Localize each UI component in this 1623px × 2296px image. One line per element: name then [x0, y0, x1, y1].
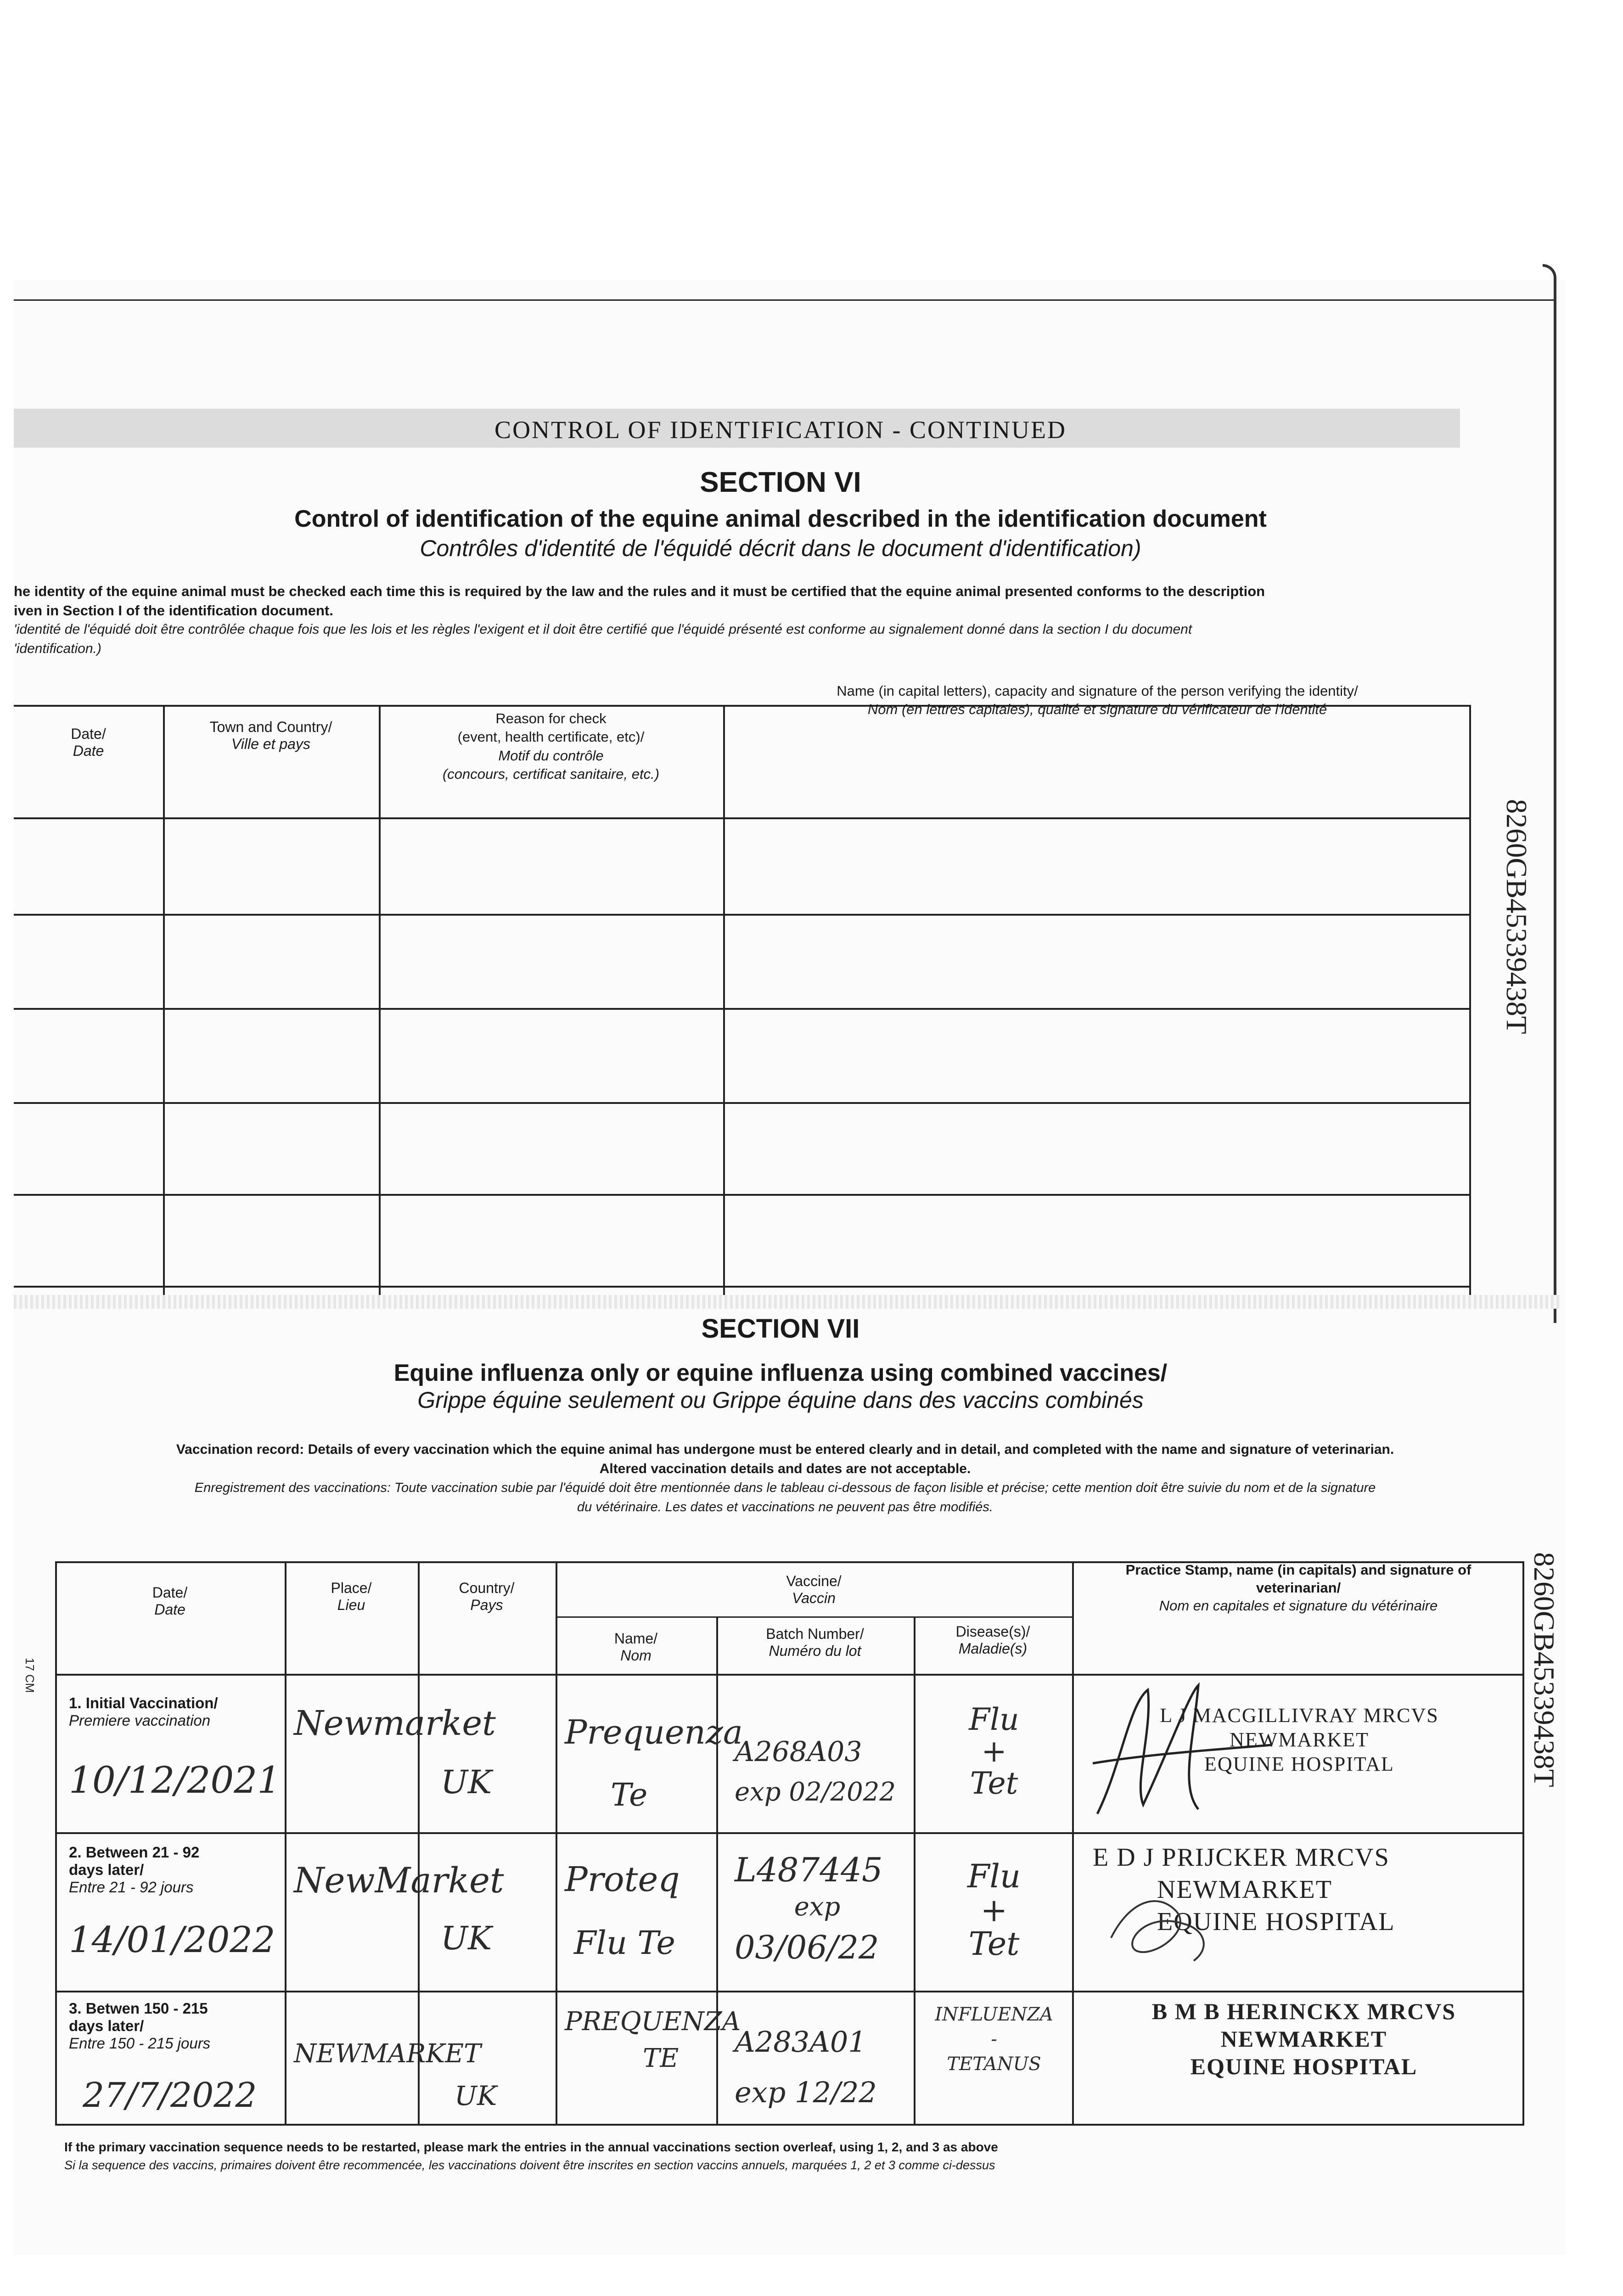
row3-batch-exp: exp 12/22: [735, 2076, 877, 2109]
row1-batch: A268A03: [735, 1736, 862, 1768]
row1-date: 10/12/2021: [69, 1759, 281, 1801]
row2-batch-date: 03/06/22: [735, 1929, 879, 1966]
row1-signature-icon: [1079, 1676, 1286, 1828]
row3-stamp: B M B HERINCKX MRCVS NEWMARKET EQUINE HOSPITAL: [1151, 1998, 1456, 2079]
row3-vaccine-name: PREQUENZA: [565, 2007, 741, 2037]
s7-col-country: Country/ Pays: [459, 1580, 515, 1613]
row2-place: NewMarket: [294, 1860, 504, 1901]
section7-subtitle-en: Equine influenza only or equine influenza using combined vaccines/: [393, 1360, 1168, 1386]
page-top-edge: [14, 299, 1556, 301]
row3-date: 27/7/2022: [83, 2076, 257, 2115]
s7-col-disease: Disease(s)/ Maladie(s): [955, 1623, 1030, 1657]
s7-col-stamp: Practice Stamp, name (in capitals) and signature of veterinarian/ Nom en capitales et signature du vétérinaire: [1125, 1562, 1471, 1614]
row2-country: UK: [441, 1919, 492, 1957]
s6-col-name: Name (in capital letters), capacity and signature of the person verifying the identity/ Nom (en lettres capitales), qualité et signature du vérificateur de l'identité: [837, 683, 1358, 718]
s7-col-vaccine-name: Name/ Nom: [614, 1630, 658, 1664]
section7-footer-fr: Si la sequence des vaccins, primaires doivent être recommencée, les vaccinations doivent être inscrites en section vaccins annuels, marquées 1, 2 et 3 comme ci-dessus: [64, 2158, 995, 2172]
section6-intro-fr-2: 'identification.): [14, 641, 101, 656]
document-code-vertical-2: 8260GB45339438T: [1528, 1552, 1561, 1787]
s6-col-reason: Reason for check (event, health certificate, etc)/ Motif du contrôle (concours, certificat sanitaire, etc.): [442, 710, 660, 782]
section7-footer-en: If the primary vaccination sequence needs to be restarted, please mark the entries in the annual vaccinations section overleaf, using 1, 2, and 3 as above: [64, 2140, 998, 2154]
row2-signature-icon: [1102, 1883, 1221, 1975]
row2-stamp: E D J PRIJCKER MRCVS NEWMARKET EQUINE HOSPITAL: [1093, 1843, 1395, 1936]
s7-col-place: Place/ Lieu: [331, 1580, 372, 1613]
row3-vaccine-name-2: TE: [643, 2043, 679, 2073]
row2-label: 2. Between 21 - 92 days later/ Entre 21 - 92 jours: [69, 1844, 200, 1896]
control-title: CONTROL OF IDENTIFICATION - CONTINUED: [494, 416, 1067, 444]
section6-subtitle-fr: Contrôles d'identité de l'équidé décrit dans le document d'identification): [420, 535, 1141, 561]
row1-disease: Flu + Tet: [969, 1702, 1019, 1801]
row2-batch-exp: exp: [794, 1892, 841, 1922]
row3-label: 3. Betwen 150 - 215 days later/ Entre 150 - 215 jours: [69, 2000, 211, 2052]
s6-col-date: Date/ Date: [71, 726, 106, 759]
row1-stamp: L J MACGILLIVRAY MRCVS NEWMARKET EQUINE HOSPITAL: [1160, 1704, 1439, 1775]
row1-place: Newmarket: [294, 1704, 496, 1743]
section7-record-fr-2: du vétérinaire. Les dates et vaccinations ne peuvent pas être modifiés.: [577, 1500, 993, 1514]
row1-vaccine-name: Prequenza: [565, 1713, 743, 1751]
section6-title: SECTION VI: [700, 467, 861, 498]
row1-vaccine-name-2: Te: [611, 1777, 648, 1813]
section6-intro-en-2: iven in Section I of the identification document.: [14, 602, 333, 619]
row1-label: 1. Initial Vaccination/ Premiere vaccination: [69, 1694, 218, 1729]
section7-record-fr-1: Enregistrement des vaccinations: Toute vaccination subie par l'équidé doit être mentionnée dans le tableau ci-dessous de façon lisible et précise; cette mention doit être suivie du nom et de la signature: [194, 1480, 1376, 1495]
section6-subtitle-en: Control of identification of the equine animal described in the identification document: [294, 506, 1267, 532]
s7-col-vaccine: Vaccine/ Vaccin: [786, 1573, 842, 1606]
section7-record-en-1: Vaccination record: Details of every vaccination which the equine animal has undergone must be entered clearly and in detail, and completed with the name and signature of veterinarian.: [176, 1442, 1394, 1457]
page-fold-divider: [14, 1295, 1561, 1309]
s7-col-date: Date/ Date: [152, 1584, 188, 1618]
section6-intro-en-1: he identity of the equine animal must be checked each time this is required by the law and the rules and it must be certified that the equine animal presented conforms to the description: [14, 583, 1265, 599]
document-code-vertical: 8260GB45339438T: [1500, 799, 1533, 1034]
page-right-edge: [1543, 264, 1556, 1323]
margin-mark: 17 CM: [23, 1658, 37, 1693]
row2-vaccine-name-2: Flu Te: [574, 1924, 675, 1962]
row3-country: UK: [455, 2080, 497, 2111]
s6-col-town: Town and Country/ Ville et pays: [209, 719, 332, 752]
row1-batch-exp: exp 02/2022: [735, 1777, 896, 1807]
section7-subtitle-fr: Grippe équine seulement ou Grippe équine dans des vaccins combinés: [417, 1387, 1144, 1413]
section7-title: SECTION VII: [701, 1314, 860, 1344]
section6-intro-fr-1: 'identité de l'équidé doit être contrôlée chaque fois que les lois et les règles l'exigent et il doit être certifié que l'équidé présenté est conforme au signalement donné dans la section I du document: [14, 622, 1192, 637]
row3-place: NEWMARKET: [294, 2039, 481, 2069]
row2-disease: Flu + Tet: [967, 1857, 1021, 1963]
row2-date: 14/01/2022: [69, 1919, 275, 1961]
row1-country: UK: [441, 1763, 492, 1801]
row2-vaccine-name: Proteq: [565, 1860, 680, 1899]
row3-batch: A283A01: [735, 2025, 866, 2059]
s7-col-batch: Batch Number/ Numéro du lot: [766, 1626, 864, 1659]
section7-record-en-2: Altered vaccination details and dates are not acceptable.: [599, 1461, 971, 1476]
row3-disease: INFLUENZA - TETANUS: [935, 2004, 1053, 2075]
row2-batch: L487445: [735, 1851, 883, 1889]
